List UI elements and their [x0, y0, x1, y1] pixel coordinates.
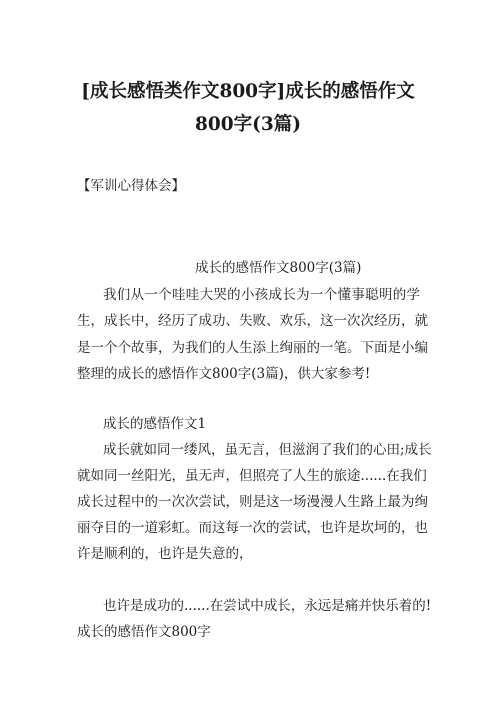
document-title-line1: [成长感悟类作文800字]成长的感悟作文	[81, 81, 415, 102]
document-subtitle: 成长的感悟作文800字(3篇)	[195, 260, 362, 276]
essay1-line-5: 许是顺利的，也许是失意的，	[77, 546, 253, 562]
intro-line-3: 是一个个故事，为我们的人生添上绚丽的一笔。下面是小编	[77, 340, 428, 356]
section-tag: 【军训心得体会】	[77, 178, 185, 194]
document-title-line2: 800字(3篇)	[195, 114, 301, 135]
essay1-line-1: 成长就如同一缕风，虽无言，但滋润了我们的心田;成长	[103, 442, 432, 458]
intro-line-4: 整理的成长的感悟作文800字(3篇)，供大家参考!	[77, 366, 371, 382]
essay1-continue: 也许是成功的......在尝试中成长，永远是痛并快乐着的!	[103, 598, 432, 614]
essay1-line-2: 就如同一丝阳光，虽无声，但照亮了人生的旅途......在我们	[77, 468, 427, 484]
essay1-heading: 成长的感悟作文1	[103, 416, 207, 432]
intro-line-2: 生，成长中，经历了成功、失败、欢乐，这一次次经历，就	[77, 313, 428, 329]
intro-line-1: 我们从一个哇哇大哭的小孩成长为一个懂事聪明的学	[103, 287, 420, 303]
essay1-line-4: 丽夺目的一道彩虹。而这每一次的尝试，也许是坎坷的，也	[77, 520, 428, 536]
essay2-heading: 成长的感悟作文800字	[77, 624, 211, 640]
essay1-line-3: 成长过程中的一次次尝试，则是这一场漫漫人生路上最为绚	[77, 494, 428, 510]
